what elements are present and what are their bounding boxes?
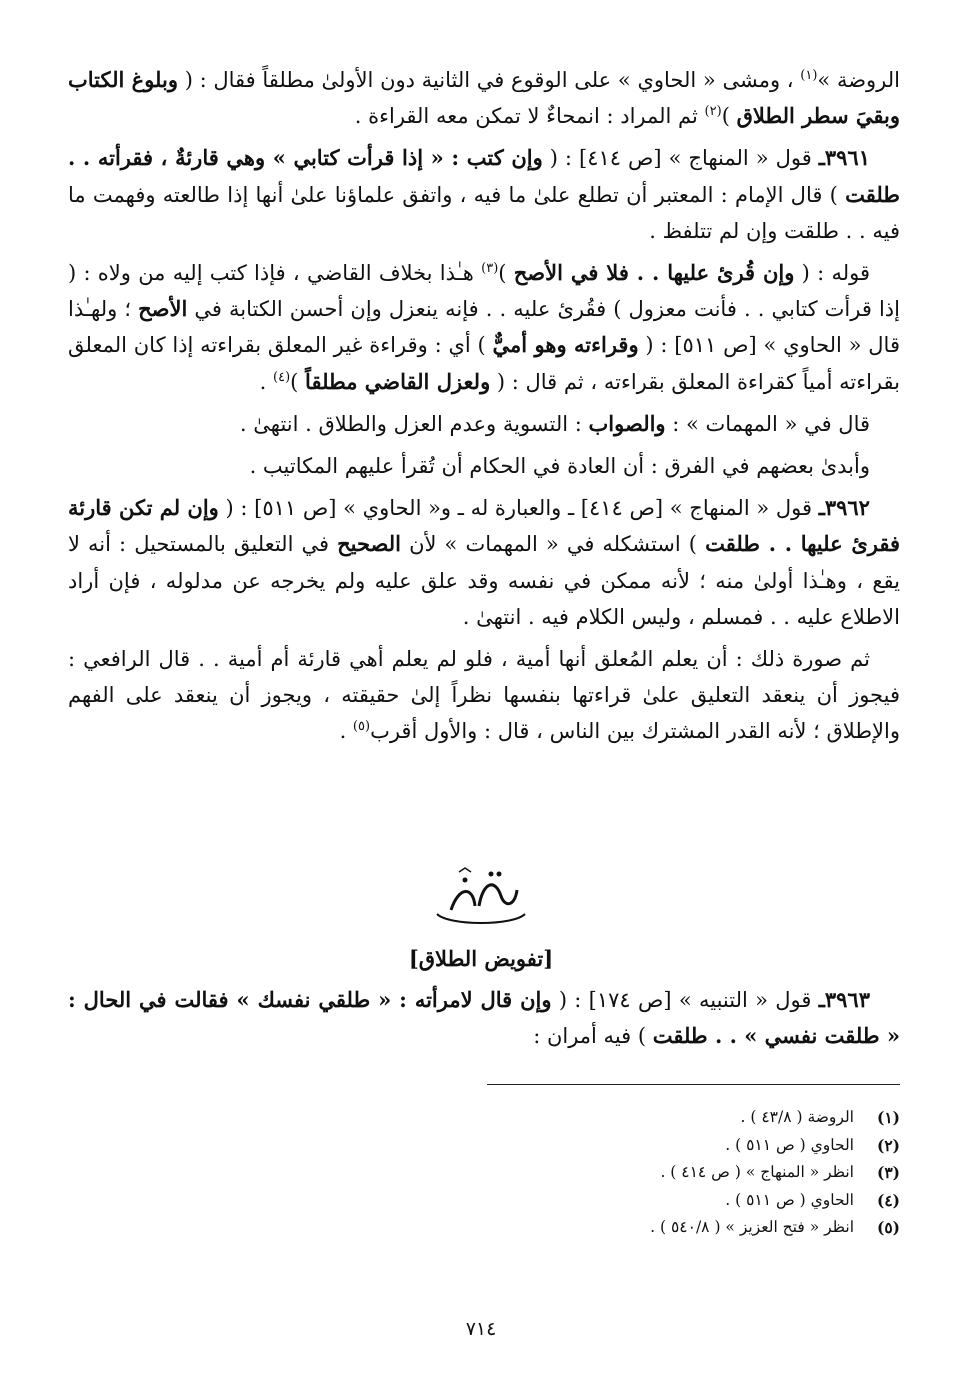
- quoted-text: ٣٩٦١ـ: [818, 145, 870, 171]
- footnote-divider: [487, 1084, 900, 1085]
- paragraph: [68, 982, 900, 1054]
- footnote-text: انظر « فتح العزيز » ( ٥٤٠/٨ ) .: [650, 1218, 854, 1236]
- text-segment: قال في « المهمات » :: [665, 411, 870, 436]
- quoted-text: ولعزل القاضي مطلقاً: [305, 368, 491, 394]
- paragraph: [68, 255, 900, 400]
- footnote-marker: (٢): [704, 104, 722, 120]
- page-number: ٧١٤: [465, 1318, 497, 1340]
- footnote-marker: (٥): [352, 719, 371, 735]
- footnote-number: (٤): [876, 1190, 900, 1210]
- footnote-item: [480, 1104, 900, 1132]
- text-segment: قوله : (: [794, 261, 870, 286]
- paragraph: [68, 641, 900, 750]
- text-segment: قول « المنهاج » [ص ٤١٤] : (: [542, 146, 819, 171]
- text-segment: ): [290, 369, 306, 394]
- footnote-item: [480, 1132, 900, 1160]
- text-segment: ) أي : وقراءة غير المعلق بقراءته إذا كان المعلق بقراءته أمياً كقراءة المعلق بقراءته ، ثم قال : (: [68, 333, 900, 394]
- footnote-marker: (٤): [273, 369, 291, 385]
- footnote-number: (١): [876, 1108, 900, 1127]
- after-paragraph-list: [68, 982, 900, 1054]
- text-segment: ): [498, 261, 514, 286]
- paragraph: [68, 140, 900, 249]
- quoted-text: ٣٩٦٢ـ: [818, 495, 870, 521]
- quoted-text: الصحيح: [337, 531, 402, 557]
- text-segment: .: [339, 719, 353, 744]
- quoted-text: ٣٩٦٣ـ: [818, 987, 870, 1012]
- footnote-marker: (١): [800, 68, 818, 83]
- main-text: [68, 62, 900, 756]
- paragraph-list: [68, 62, 900, 750]
- quoted-text: وقراءته وهو أميٌّ: [492, 332, 639, 358]
- text-segment: .: [259, 369, 274, 394]
- text-segment: : التسوية وعدم العزل والطلاق . انتهىٰ .: [239, 411, 589, 436]
- quoted-text: وإن كتب : « إذا قرأت كتابي » وهي قارئةٌ ، فقرأته . . طلقت: [68, 145, 900, 207]
- section-heading: [تفويض الطلاق]: [408, 946, 554, 971]
- text-segment: ثم صورة ذلك : أن يعلم المُعلق أنها أمية ، فلو لم يعلم أهي قارئة أم أمية . . قال الرافعي : فيجوز أن ينعقد التعليق علىٰ قراءتها بنفسها نظراً إلىٰ حقيقته ، ويجوز أن ينعقد على الفهم والإطلاق ؛ لأنه القدر المشترك بين الناس ، قال : والأول أقرب: [68, 647, 900, 744]
- footnote-item: [480, 1214, 900, 1242]
- footnote-number: (٣): [876, 1163, 900, 1182]
- text-segment: ثم المراد : انمحاءٌ لا تمكن معه القراءة .: [354, 104, 705, 129]
- paragraph: [68, 448, 900, 484]
- footnote-text: الروضة ( ٤٣/٨ ) .: [740, 1108, 854, 1126]
- text-segment: ، ومشى « الحاوي » على الوقوع في الثانية دون الأولىٰ مطلقاً فقال : (: [178, 68, 801, 92]
- paragraph: [68, 490, 900, 635]
- footnote-number: (٢): [876, 1135, 900, 1155]
- footnote-item: [480, 1187, 900, 1215]
- text-segment: وأبدىٰ بعضهم في الفرق : أن العادة في الحكام أن تُقرأ عليهم المكاتيب .: [249, 454, 870, 479]
- footnote-marker: (٣): [481, 261, 499, 277]
- footnote-text: انظر « المنهاج » ( ص ٤١٤ ) .: [660, 1163, 854, 1181]
- footnote-text: الحاوي ( ص ٥١١ ) .: [725, 1190, 854, 1209]
- text-segment: قول « المنهاج » [ص ٤١٤] ـ والعبارة له ـ و« الحاوي » [ص ٥١١] : (: [218, 496, 819, 521]
- quoted-text: وإن قُرئ عليها . . فلا في الأصح: [513, 260, 795, 286]
- section-ornament: [0, 866, 962, 932]
- text-segment: هـٰذا بخلاف القاضي ، فإذا كتب إليه من ولاه : ( إذا قرأت كتابي . . فأنت معزول ) فقُرئ عليه . . فإنه ينعزل وإن أحسن الكتابة في: [68, 261, 900, 322]
- text-segment: ) فيه أمران :: [533, 1024, 653, 1049]
- quoted-text: وإن لم تكن قارئة فقرئ عليها . . طلقت: [68, 495, 901, 557]
- footnotes-list: [480, 1104, 900, 1242]
- quoted-text: وإن قال لامرأته : « طلقي نفسك » فقالت في الحال : « طلقت نفسي » . . طلقت: [68, 987, 900, 1049]
- text-segment: في التعليق بالمستحيل : أنه لا يقع ، وهـٰذا أولىٰ منه ؛ لأنه ممكن في نفسه وقد علق عليه ولم يخرجه عن مدلوله ، فإن أراد الاطلاع عليه . . فمسلم ، وليس الكلام فيه . انتهىٰ .: [68, 532, 900, 629]
- text-segment: قول « التنبيه » [ص ١٧٤] : (: [551, 988, 819, 1012]
- after-heading-text: [68, 982, 900, 1060]
- quoted-text: الأصح: [138, 296, 188, 322]
- footnote-item: [480, 1159, 900, 1187]
- text-segment: ) استشكله في « المهمات » لأن: [401, 532, 706, 557]
- text-segment: ) قال الإمام : المعتبر أن تطلع علىٰ ما فيه ، واتفق علماؤنا علىٰ أنها إذا طالعته وفهمت ما فيه . . طلقت وإن لم تتلفظ .: [68, 182, 900, 243]
- footnote-text: الحاوي ( ص ٥١١ ) .: [725, 1135, 854, 1154]
- paragraph: [68, 406, 900, 442]
- text-segment: ؛ ولهـٰذا قال « الحاوي » [ص ٥١١] : (: [68, 297, 900, 358]
- paragraph: [68, 62, 900, 134]
- quoted-text: وبلوغ الكتاب وبقيَ سطر الطلاق: [68, 67, 900, 129]
- text-segment: الروضة »: [817, 68, 901, 92]
- quoted-text: والصواب: [588, 410, 666, 436]
- footnote-number: (٥): [876, 1218, 900, 1237]
- fasl-ornament-icon: [429, 866, 533, 932]
- text-segment: ): [721, 104, 737, 129]
